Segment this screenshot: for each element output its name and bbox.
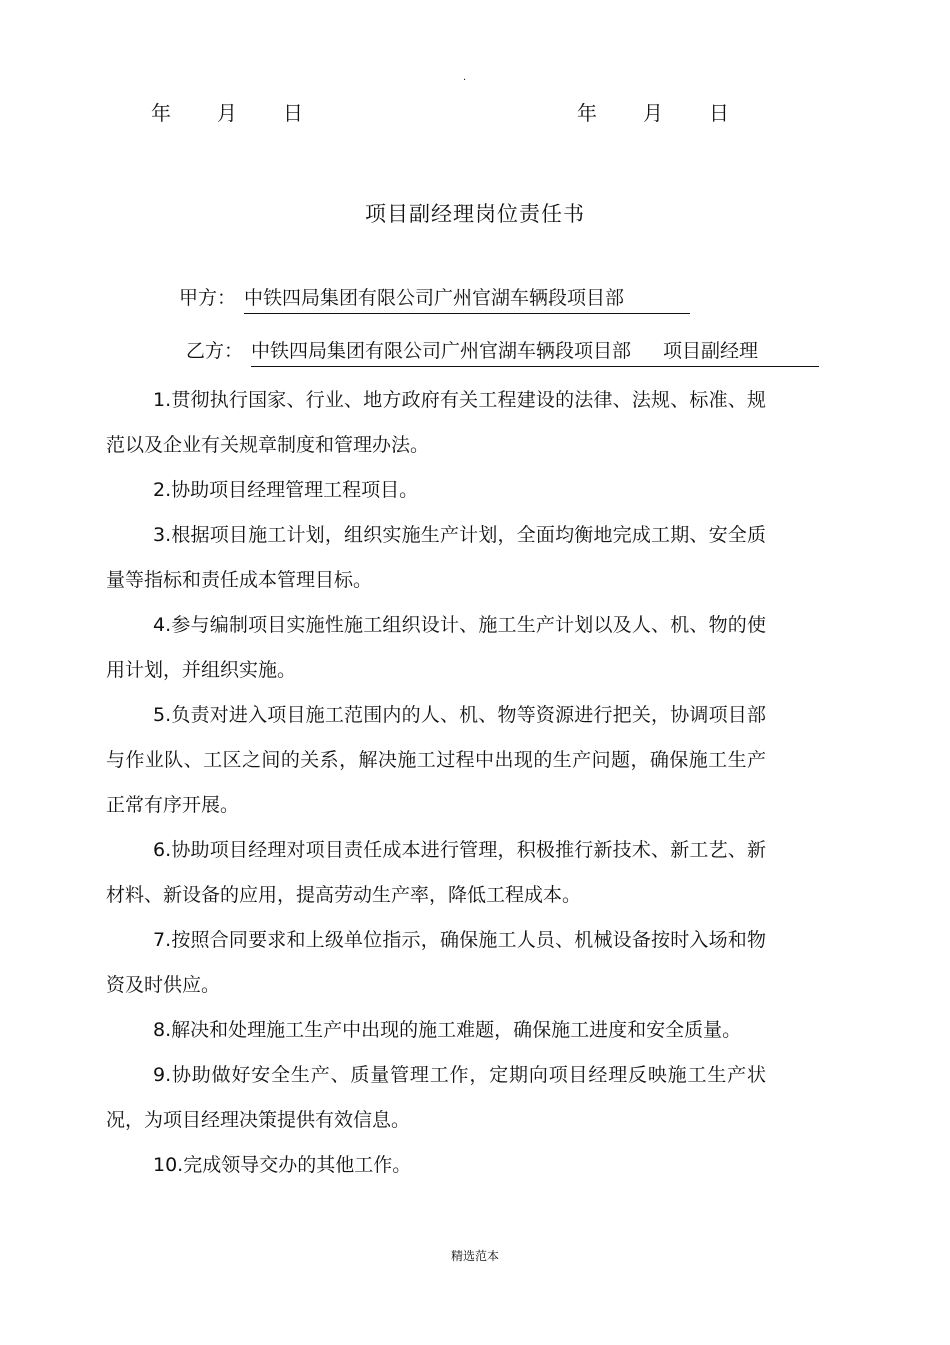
document-title: 项目副经理岗位责任书 <box>365 202 585 226</box>
page-footer: 精选范本 <box>450 1249 499 1263</box>
date-day-label: 日 <box>283 101 303 125</box>
clause-item: 8.解决和处理施工生产中出现的施工难题，确保施工进度和安全质量。 <box>153 1019 742 1041</box>
date-year-label: 年 <box>151 101 171 125</box>
clause-item: 7.按照合同要求和上级单位指示，确保施工人员、机械设备按时入场和物资及时供应。 <box>106 929 766 996</box>
party-b <box>186 338 819 367</box>
clause-item: 6.协助项目经理对项目责任成本进行管理，积极推行新技术、新工艺、新材料、新设备的应用，提高劳动生产率，降低工程成本。 <box>106 839 766 906</box>
party-a-value <box>244 285 690 314</box>
clause-item: 1.贯彻执行国家、行业、地方政府有关工程建设的法律、法规、标准、规范以及企业有关规章制度和管理办法。 <box>106 389 766 456</box>
party-a-label: 甲方： <box>179 287 237 309</box>
party-b-position: 项目副经理 <box>663 340 759 362</box>
clause-item: 10.完成领导交办的其他工作。 <box>153 1154 412 1176</box>
clause-item: 4.参与编制项目实施性施工组织设计、施工生产计划以及人、机、物的使用计划，并组织实施。 <box>106 614 766 681</box>
date-year-label: 年 <box>577 101 597 125</box>
party-a-name: 中铁四局集团有限公司广州官湖车辆段项目部 <box>244 287 625 309</box>
party-b-value <box>251 338 819 367</box>
signature-date-left <box>151 100 349 126</box>
clause-item: 5.负责对进入项目施工范围内的人、机、物等资源进行把关，协调项目部与作业队、工区之间的关系，解决施工过程中出现的生产问题，确保施工生产正常有序开展。 <box>106 704 766 816</box>
party-a <box>179 285 690 314</box>
date-month-label: 月 <box>643 101 663 125</box>
top-mark: . <box>463 72 467 83</box>
clause-item: 9.协助做好安全生产、质量管理工作，定期向项目经理反映施工生产状况，为项目经理决策提供有效信息。 <box>106 1064 766 1131</box>
clause-item: 3.根据项目施工计划，组织实施生产计划，全面均衡地完成工期、安全质量等指标和责任成本管理目标。 <box>106 524 766 591</box>
clause-item: 2.协助项目经理管理工程项目。 <box>153 479 419 501</box>
party-b-name: 中铁四局集团有限公司广州官湖车辆段项目部 <box>251 340 632 362</box>
clause-list <box>106 378 766 1188</box>
date-month-label: 月 <box>217 101 237 125</box>
signature-date-right <box>577 100 775 126</box>
party-b-label: 乙方： <box>186 340 244 362</box>
date-day-label: 日 <box>709 101 729 125</box>
